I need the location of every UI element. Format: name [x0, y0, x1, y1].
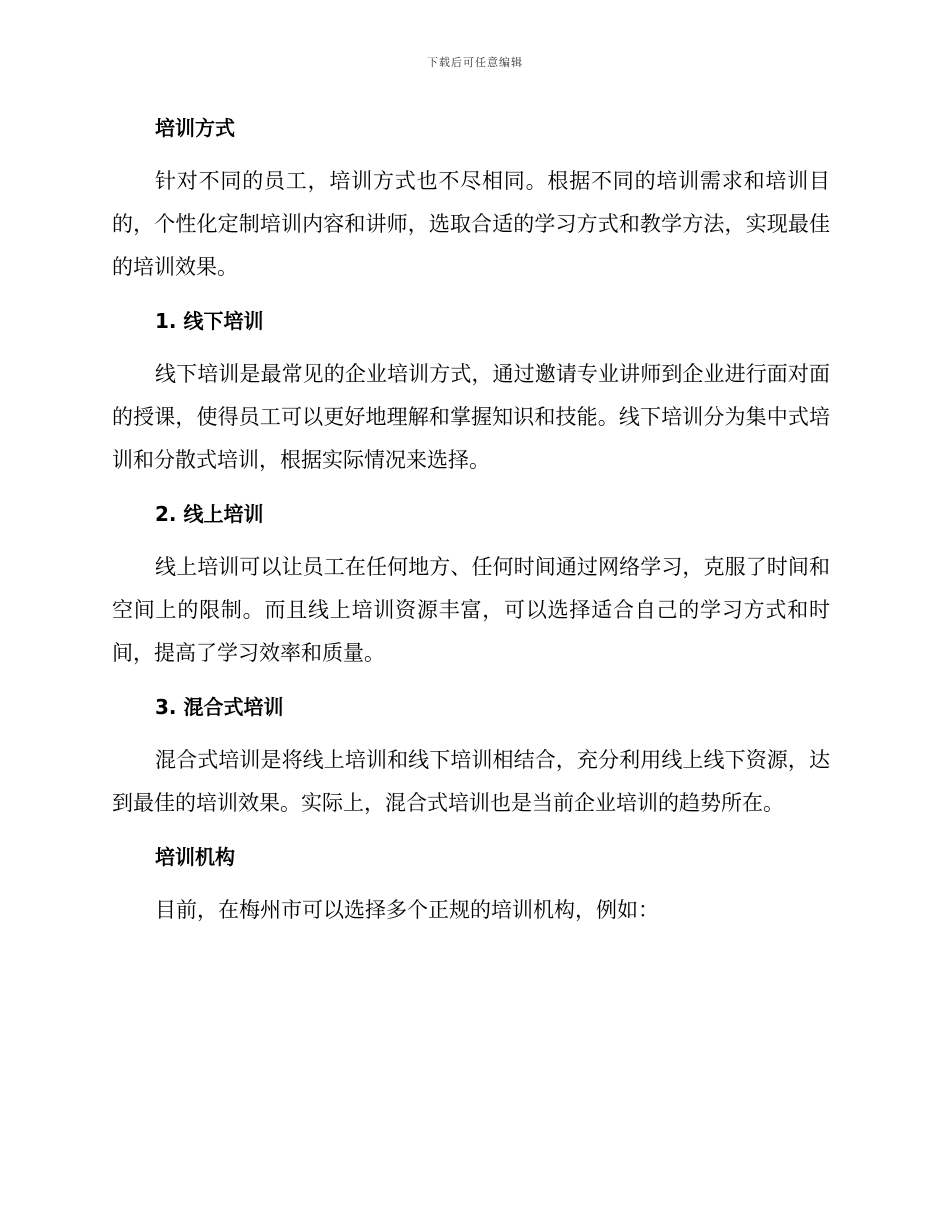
section-paragraph-training-institutions: 目前，在梅州市可以选择多个正规的培训机构，例如： [155, 898, 659, 922]
document-body [112, 110, 830, 946]
section-heading-blended-training: 3. 混合式培训 [155, 695, 284, 719]
section-paragraph-online-training: 线上培训可以让员工在任何地方、任何时间通过网络学习，克服了时间和空间上的限制。而且线上培训资源丰富，可以选择适合自己的学习方式和时间，提高了学习效率和质量。 [112, 555, 830, 665]
section-heading-offline-training: 1. 线下培训 [155, 309, 264, 333]
section-paragraph-blended-training: 混合式培训是将线上培训和线下培训相结合，充分利用线上线下资源，达到最佳的培训效果。实际上，混合式培训也是当前企业培训的趋势所在。 [112, 748, 830, 815]
page-header-note: 下载后可任意编辑 [427, 56, 523, 69]
section-heading-online-training: 2. 线上培训 [155, 502, 264, 526]
section-heading-training-methods: 培训方式 [155, 116, 235, 140]
section-heading-training-institutions: 培训机构 [155, 845, 235, 869]
section-paragraph-offline-training: 线下培训是最常见的企业培训方式，通过邀请专业讲师到企业进行面对面的授课，使得员工可以更好地理解和掌握知识和技能。线下培训分为集中式培训和分散式培训，根据实际情况来选择。 [112, 362, 830, 472]
section-paragraph-training-methods: 针对不同的员工，培训方式也不尽相同。根据不同的培训需求和培训目的，个性化定制培训内容和讲师，选取合适的学习方式和教学方法，实现最佳的培训效果。 [112, 169, 830, 279]
